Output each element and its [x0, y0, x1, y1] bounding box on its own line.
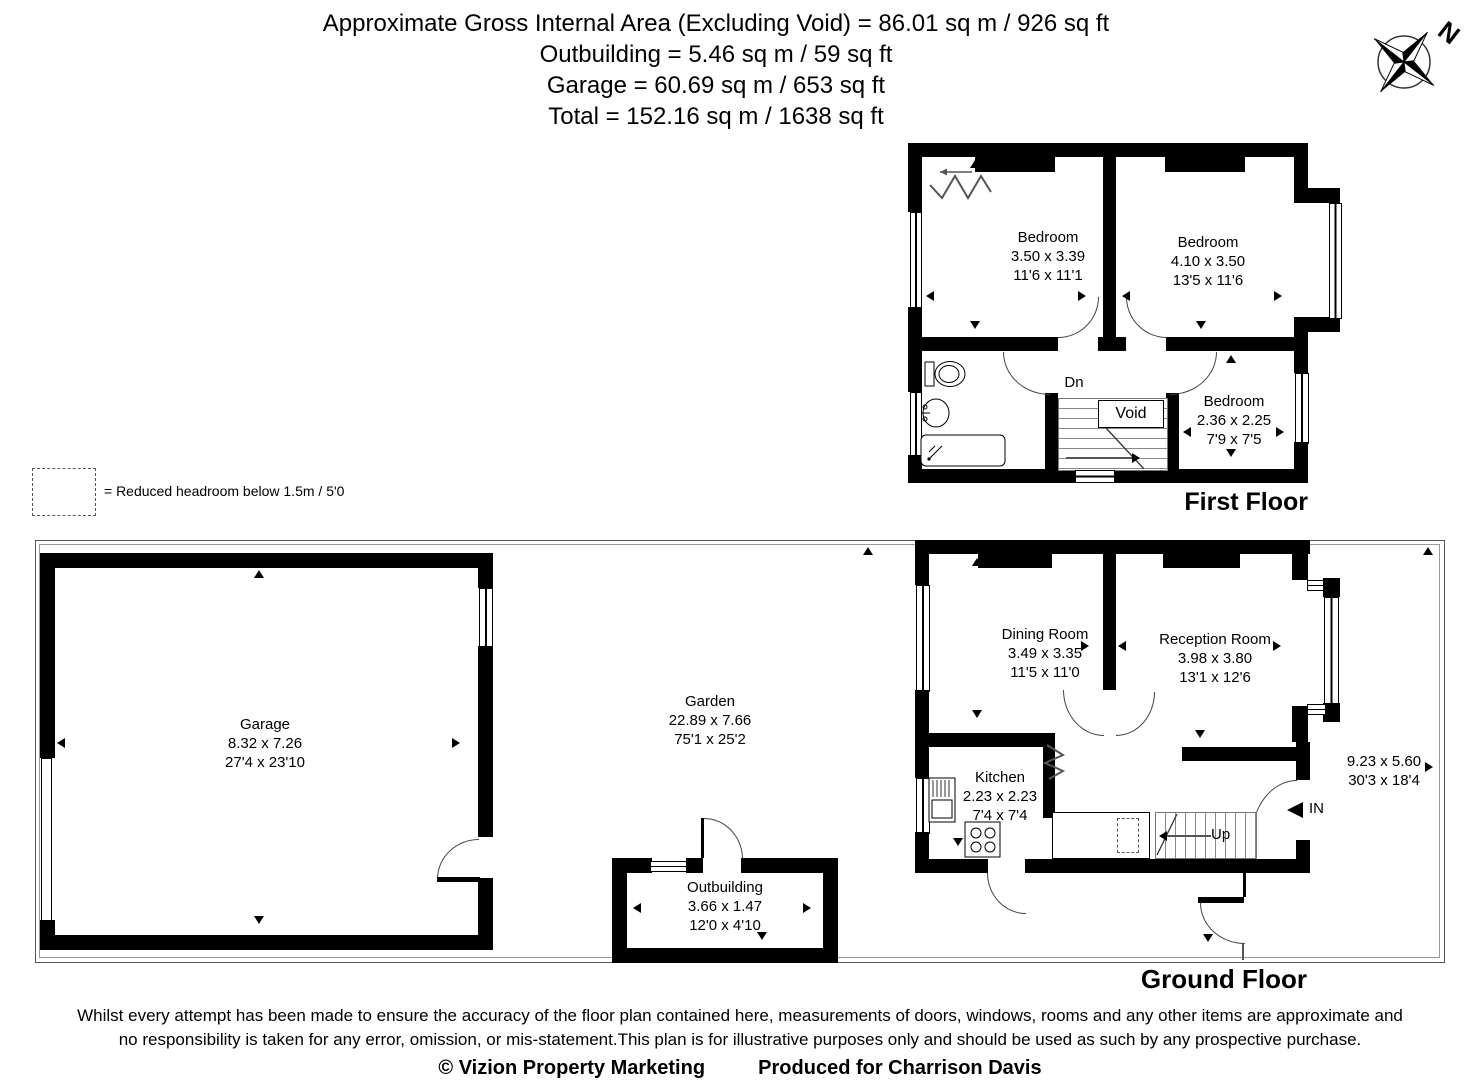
measure-arrow: [1183, 427, 1191, 437]
measure-arrow: [953, 736, 963, 744]
room-name: Bedroom: [1177, 234, 1239, 251]
wall: [908, 307, 922, 392]
radiator-zigzag-icon: [928, 167, 1002, 207]
measure-arrow: [926, 291, 934, 301]
room-size-metric: 8.32 x 7.26: [227, 735, 303, 752]
bay-wall: [1294, 317, 1340, 332]
measure-arrow: [633, 903, 641, 913]
reduced-headroom-area: [1117, 818, 1139, 853]
measure-arrow: [254, 916, 264, 924]
measure-arrow: [1226, 449, 1236, 457]
wall: [1294, 332, 1308, 373]
bay-window: [1307, 704, 1326, 715]
measure-arrow: [972, 710, 982, 718]
room-size-imperial: 11'5 x 11'0: [1010, 664, 1080, 681]
window: [1295, 373, 1309, 444]
door-arc: [1126, 297, 1167, 338]
measure-arrow: [1203, 934, 1213, 942]
area-summary-line: Outbuilding = 5.46 sq m / 59 sq ft: [539, 41, 893, 68]
wall: [1296, 840, 1310, 873]
window: [916, 585, 930, 692]
measure-arrow: [1078, 291, 1086, 301]
measure-arrow: [1122, 291, 1130, 301]
room-size-metric: 22.89 x 7.66: [668, 712, 752, 729]
stair-direction-arrow: [1132, 453, 1140, 463]
room-name: Garage: [239, 716, 291, 733]
room-name: Kitchen: [974, 769, 1026, 786]
wall: [908, 143, 1308, 157]
wall: [478, 553, 493, 588]
room-name: Reception Room: [1159, 631, 1271, 648]
wall: [1045, 393, 1058, 469]
measure-arrow: [863, 547, 873, 555]
entrance-arrow-icon: [1287, 802, 1303, 818]
room-label-garden: [610, 692, 810, 749]
stairs-up-label: Up: [1211, 826, 1231, 843]
shower-icon: [920, 434, 1006, 467]
wall: [612, 948, 838, 963]
room-label-outbuilding: [635, 878, 815, 935]
door-leaf: [437, 877, 480, 882]
room-size-metric: 3.50 x 3.39: [1010, 248, 1086, 265]
wall: [915, 859, 988, 873]
door-arc: [1058, 297, 1099, 338]
wall: [915, 540, 929, 585]
stair-direction-line: [1165, 835, 1211, 837]
measure-arrow: [803, 903, 811, 913]
room-name: Bedroom: [1203, 393, 1265, 410]
reduced-headroom-label: = Reduced headroom below 1.5m / 5'0: [104, 483, 345, 499]
room-size-imperial: 12'0 x 4'10: [689, 917, 761, 934]
room-label-reception-room: [1120, 630, 1310, 687]
first-floor-plan: [908, 143, 1344, 489]
wall: [40, 920, 55, 950]
measure-arrow: [1195, 730, 1205, 738]
room-label-bedroom: [1172, 392, 1296, 449]
door-arc: [1003, 352, 1050, 395]
ground-floor-plan: [35, 540, 1447, 965]
wall: [915, 540, 1310, 554]
room-size-imperial: 7'4 x 7'4: [972, 807, 1028, 824]
room-size-imperial: 13'5 x 11'6: [1172, 272, 1244, 289]
room-size-metric: 2.36 x 2.25: [1196, 412, 1272, 429]
bay-window: [1324, 597, 1339, 705]
void-label: Void: [1098, 400, 1164, 428]
measure-arrow: [1081, 641, 1089, 651]
room-label-bedroom: [1123, 233, 1293, 290]
measure-arrow: [953, 838, 963, 846]
room-label-dining-room: [945, 625, 1145, 682]
room-size-metric: 2.23 x 2.23: [962, 788, 1038, 805]
toilet-icon: [924, 355, 970, 393]
wall: [978, 554, 1052, 568]
bay-window: [1329, 203, 1342, 319]
wall: [915, 733, 1055, 747]
measure-arrow: [1196, 160, 1206, 168]
bay-wall: [1292, 706, 1308, 742]
stove-icon: [964, 821, 1001, 858]
room-size-metric: 3.66 x 1.47: [687, 898, 763, 915]
reduced-headroom-swatch: [32, 468, 96, 516]
room-size-imperial: 7'9 x 7'5: [1206, 431, 1262, 448]
compass-north-label: N: [1432, 14, 1466, 51]
entrance-label: IN: [1309, 800, 1324, 817]
stairs-down-label: Dn: [1064, 374, 1084, 391]
room-label-kitchen: [932, 768, 1068, 825]
wall: [1294, 442, 1308, 483]
measure-arrow: [970, 160, 980, 168]
ground-floor-title: Ground Floor: [1140, 964, 1307, 994]
room-size-imperial: 27'4 x 23'10: [225, 754, 305, 771]
wall: [40, 553, 493, 568]
measure-arrow: [1274, 291, 1282, 301]
measure-arrow: [1273, 641, 1281, 651]
door-arc: [1170, 352, 1217, 395]
room-name: Outbuilding: [687, 879, 763, 896]
measure-arrow: [1195, 558, 1205, 566]
wall: [478, 646, 493, 837]
credit-left: © Vizion Property Marketing: [438, 1057, 706, 1079]
measure-arrow: [1196, 321, 1206, 329]
area-summary-line: Total = 152.16 sq m / 1638 sq ft: [548, 103, 884, 130]
area-summary-line: Approximate Gross Internal Area (Excluding Void) = 86.01 sq m / 926 sq ft: [322, 10, 1110, 37]
wall: [1182, 747, 1310, 761]
wall: [1098, 337, 1126, 351]
wall: [908, 143, 922, 212]
garage-door: [41, 758, 52, 924]
room-size-imperial: 13'1 x 12'6: [1179, 669, 1251, 686]
first-floor-title: First Floor: [1184, 488, 1308, 516]
wall: [478, 878, 493, 935]
wall: [1025, 859, 1310, 873]
fence-line: [1242, 943, 1244, 960]
credit-right: Produced for Charrison Davis: [758, 1057, 1042, 1079]
stair-direction-line: [1066, 457, 1134, 459]
room-name: Garden: [684, 693, 736, 710]
measure-arrow: [452, 738, 460, 748]
measure-arrow: [1118, 641, 1126, 651]
window: [1075, 470, 1115, 483]
stair-direction-arrow: [1159, 831, 1167, 841]
wall: [40, 935, 493, 950]
bay-wall: [1294, 188, 1340, 203]
area-size-imperial: 30'3 x 18'4: [1348, 772, 1420, 789]
disclaimer-line: no responsibility is taken for any error, omission, or mis-statement.This plan is for illustrative purposes only and should be used as such by any prospective purchase.: [118, 1030, 1362, 1049]
gate-leaf: [1243, 873, 1246, 897]
measure-arrow: [57, 738, 65, 748]
measure-arrow: [1425, 762, 1433, 772]
room-size-metric: 4.10 x 3.50: [1170, 253, 1246, 270]
room-size-imperial: 11'6 x 11'1: [1013, 267, 1083, 284]
disclaimer-line: Whilst every attempt has been made to ensure the accuracy of the floor plan contained here, measurements of doors, windows, rooms and any other items are approximate and: [77, 1006, 1403, 1025]
measure-arrow: [970, 321, 980, 329]
room-name: Dining Room: [1001, 626, 1089, 643]
measure-arrow: [1423, 547, 1433, 555]
measure-arrow: [1226, 355, 1236, 363]
area-summary-line: Garage = 60.69 sq m / 653 sq ft: [546, 72, 886, 99]
measure-arrow: [972, 558, 982, 566]
room-label-garage: [165, 715, 365, 772]
room-size-metric: 3.98 x 3.80: [1177, 650, 1253, 667]
wall: [686, 858, 703, 873]
measure-arrow: [254, 570, 264, 578]
area-summary: [0, 8, 1432, 132]
measure-arrow: [1276, 427, 1284, 437]
bay-wall: [1323, 578, 1340, 597]
window: [650, 861, 690, 872]
window: [910, 212, 922, 309]
compass-icon: [1358, 12, 1470, 120]
wall: [40, 553, 55, 758]
room-size-imperial: 75'1 x 25'2: [674, 731, 746, 748]
room-size-metric: 3.49 x 3.35: [1007, 645, 1083, 662]
credit-line: [0, 1056, 1480, 1080]
wall: [922, 337, 1058, 351]
window: [479, 588, 493, 648]
sink-icon: [919, 394, 955, 432]
measure-arrow: [757, 932, 767, 940]
wall: [1166, 337, 1294, 351]
room-name: Bedroom: [1017, 229, 1079, 246]
area-size-metric: 9.23 x 5.60: [1346, 753, 1422, 770]
wall: [1294, 143, 1308, 190]
disclaimer: [0, 1004, 1480, 1080]
bay-wall: [1292, 545, 1308, 580]
